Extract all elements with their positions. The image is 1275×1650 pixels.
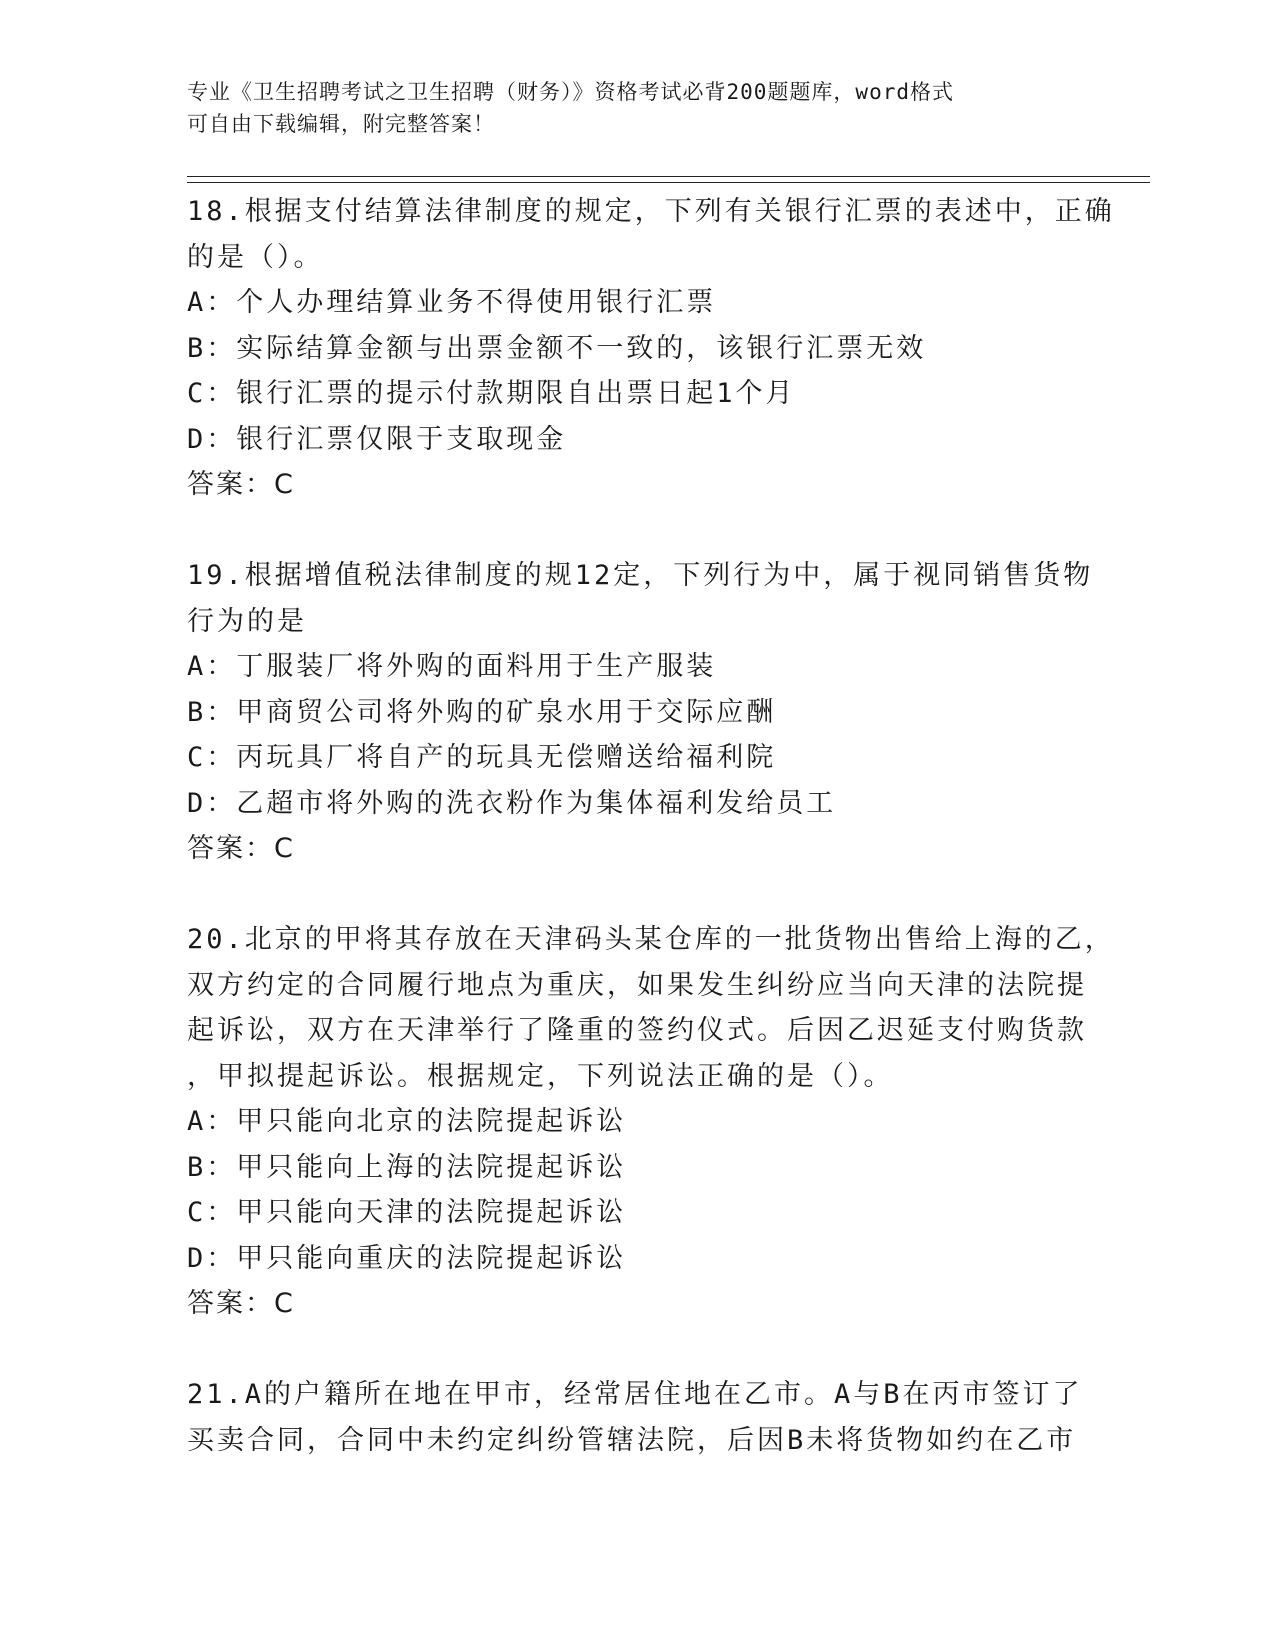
option-b: B：甲只能向上海的法院提起诉讼 <box>187 1151 627 1183</box>
option-d: D：乙超市将外购的洗衣粉作为集体福利发给员工 <box>187 787 837 819</box>
question-stem: ，甲拟提起诉讼。根据规定，下列说法正确的是（）。 <box>187 1060 894 1092</box>
option-a: A：丁服装厂将外购的面料用于生产服装 <box>187 651 717 682</box>
document-header <box>187 76 1087 140</box>
question-stem: 起诉讼，双方在天津举行了隆重的签约仪式。后因乙迟延支付购货款 <box>187 1015 1087 1046</box>
question-19 <box>187 553 1094 872</box>
question-20 <box>187 917 1115 1327</box>
question-list <box>187 189 1115 1463</box>
option-a: A：甲只能向北京的法院提起诉讼 <box>187 1106 627 1137</box>
question-stem: 19.根据增值税法律制度的规12定，下列行为中，属于视同销售货物 <box>187 560 1094 591</box>
question-stem: 18.根据支付结算法律制度的规定，下列有关银行汇票的表述中，正确 <box>187 196 1115 227</box>
header-divider <box>187 182 1150 183</box>
option-d: D：甲只能向重庆的法院提起诉讼 <box>187 1242 627 1274</box>
answer: 答案：C <box>187 1288 295 1319</box>
question-stem: 20.北京的甲将其存放在天津码头某仓库的一批货物出售给上海的乙， <box>187 924 1115 955</box>
question-21 <box>187 1372 1087 1463</box>
header-line: 专业《卫生招聘考试之卫生招聘（财务）》资格考试必背200题题库，word格式 <box>187 80 954 104</box>
answer: 答案：C <box>187 833 295 864</box>
option-c: C：丙玩具厂将自产的玩具无偿赠送给福利院 <box>187 742 777 773</box>
question-stem: 买卖合同，合同中未约定纠纷管辖法院，后因B未将货物如约在乙市 <box>187 1424 1077 1456</box>
header-line: 可自由下载编辑，附完整答案！ <box>187 112 495 136</box>
option-b: B：实际结算金额与出票金额不一致的，该银行汇票无效 <box>187 332 927 364</box>
answer: 答案：C <box>187 469 295 500</box>
question-stem: 行为的是 <box>187 605 307 637</box>
spacer <box>187 872 1087 918</box>
option-d: D：银行汇票仅限于支取现金 <box>187 423 567 455</box>
option-c: C：银行汇票的提示付款期限自出票日起1个月 <box>187 378 796 409</box>
question-stem: 的是（）。 <box>187 241 324 273</box>
question-stem: 双方约定的合同履行地点为重庆，如果发生纠纷应当向天津的法院提 <box>187 969 1087 1001</box>
spacer <box>187 508 1087 554</box>
option-b: B：甲商贸公司将外购的矿泉水用于交际应酬 <box>187 696 777 728</box>
header-divider <box>187 176 1150 177</box>
question-stem: 21.A的户籍所在地在甲市，经常居住地在乙市。A与B在丙市签订了 <box>187 1379 1083 1410</box>
spacer <box>187 1327 1087 1373</box>
question-18 <box>187 189 1115 508</box>
option-a: A：个人办理结算业务不得使用银行汇票 <box>187 287 717 318</box>
option-c: C：甲只能向天津的法院提起诉讼 <box>187 1197 627 1228</box>
